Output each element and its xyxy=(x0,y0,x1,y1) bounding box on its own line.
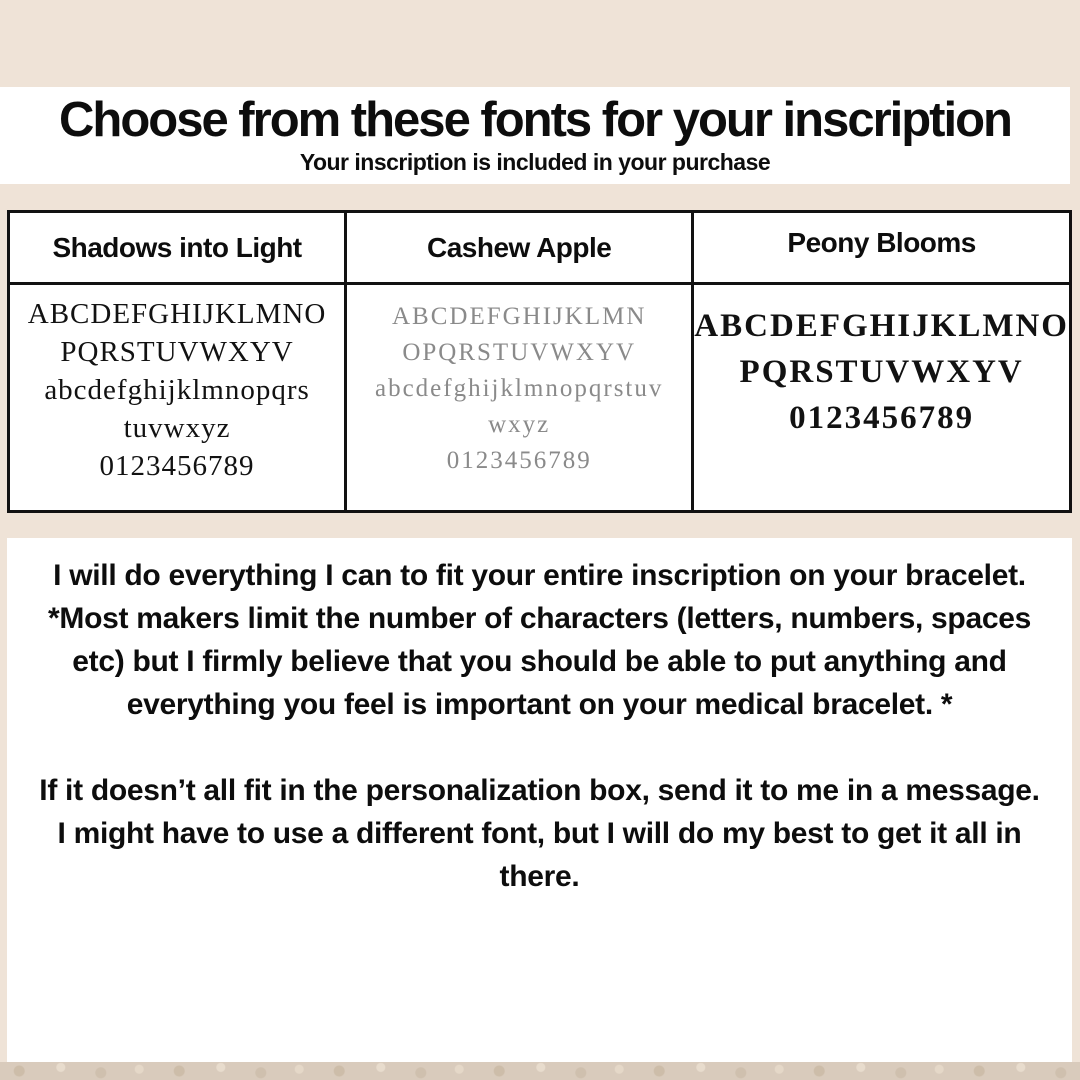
sample-line: 0123456789 xyxy=(446,447,592,474)
font-choices-table xyxy=(7,210,1072,513)
font-column-header-peony-blooms: Peony Blooms xyxy=(694,213,1069,285)
page-title: Choose from these fonts for your inscription xyxy=(59,92,1011,147)
page-subtitle: Your inscription is included in your purchase xyxy=(299,149,771,176)
font-column-header-cashew-apple: Cashew Apple xyxy=(347,213,694,285)
sample-line: PQRSTUVWXYV xyxy=(739,354,1024,390)
sample-line: 0123456789 xyxy=(789,400,975,436)
font-sample-shadows-into-light xyxy=(10,285,347,510)
font-sample-peony-blooms xyxy=(694,285,1069,510)
sample-line: 0123456789 xyxy=(99,450,255,482)
sample-line: ABCDEFGHIJKLMNO xyxy=(27,298,327,330)
inscription-policy-box xyxy=(7,538,1072,1062)
sample-line: ABCDEFGHIJKLMNO xyxy=(694,308,1069,344)
policy-paragraph: *Most makers limit the number of characters (letters, numbers, spaces etc) but I firmly believe that you should be able to put anything and everything you feel is important on your medical bracelet. * xyxy=(48,602,1031,721)
header-banner xyxy=(0,87,1070,184)
policy-paragraph: I might have to use a different font, but I will do my best to get it all in there. xyxy=(57,817,1022,893)
sample-line: wxyz xyxy=(488,411,551,438)
font-sample-cashew-apple xyxy=(347,285,694,510)
sample-line: tuvwxyz xyxy=(123,412,231,444)
sample-line: PQRSTUVWXYV xyxy=(60,336,294,368)
policy-paragraph: I will do everything I can to fit your entire inscription on your bracelet. xyxy=(53,559,1026,592)
font-column-header-shadows-into-light: Shadows into Light xyxy=(10,213,347,285)
bottom-texture-strip xyxy=(0,1062,1080,1080)
sample-line: abcdefghijklmnopqrstuv xyxy=(374,375,664,402)
policy-paragraph: If it doesn’t all fit in the personalization box, send it to me in a message. xyxy=(39,774,1040,807)
paragraph-spacer xyxy=(35,726,1044,769)
sample-line: abcdefghijklmnopqrs xyxy=(44,374,310,406)
sample-line: OPQRSTUVWXYV xyxy=(402,339,637,366)
sample-line: ABCDEFGHIJKLMN xyxy=(391,303,647,330)
